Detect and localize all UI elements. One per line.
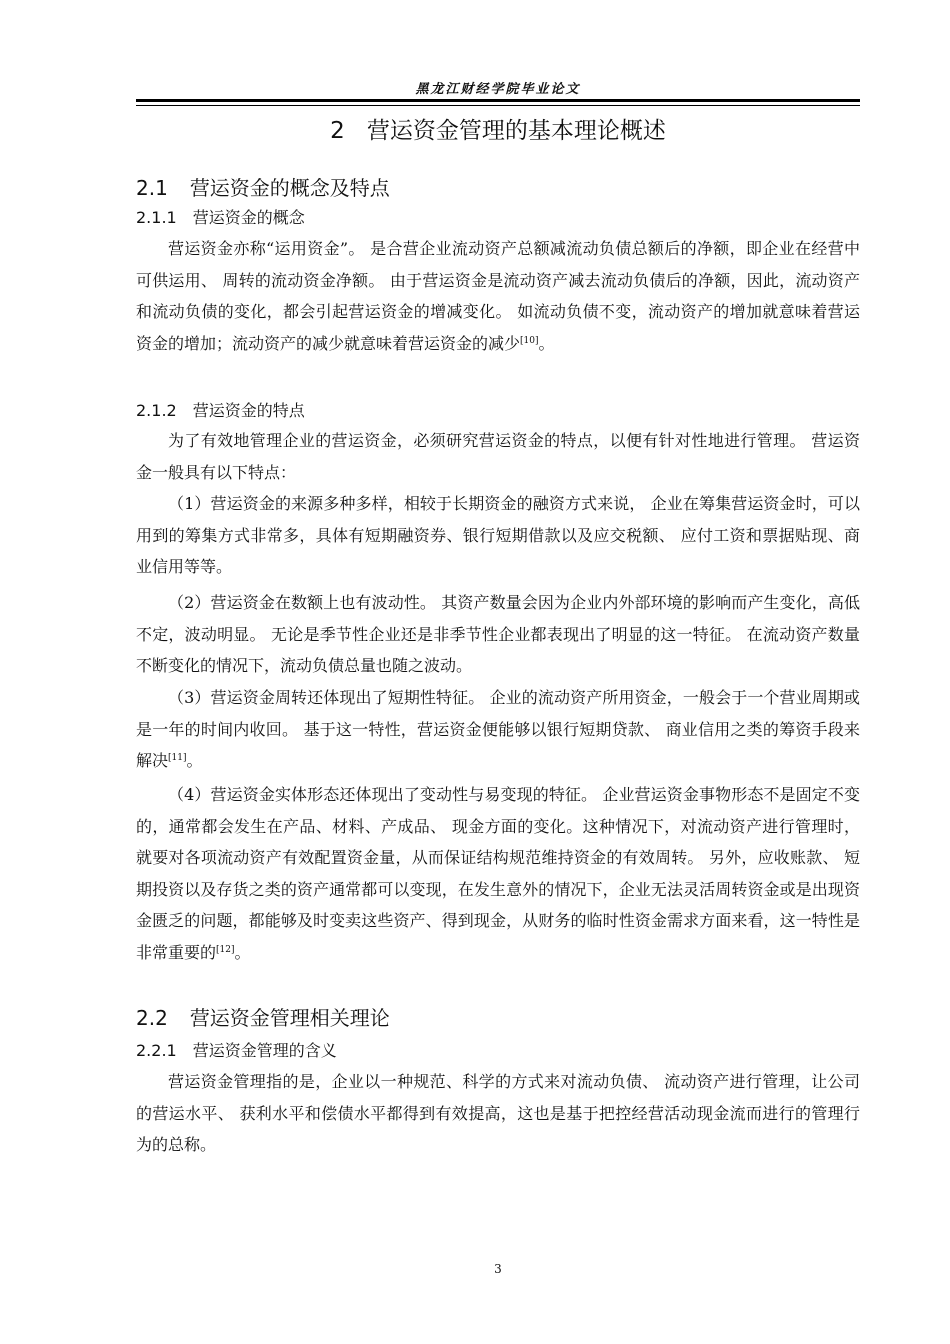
paragraph-text: （1）营运资金的来源多种多样，相较于长期资金的融资方式来说， 企业在筹集营运资金时，可以用到的筹集方式非常多，具体有短期融资券、银行短期借款以及应交税额、 应付工资和票据贴现、商业信用等等。	[136, 494, 860, 576]
paragraph-end: 。	[234, 942, 251, 962]
subsection-number: 2.2.1	[136, 1041, 177, 1060]
subsection-title: 营运资金的概念	[192, 208, 305, 227]
chapter-number: 2	[330, 118, 345, 144]
paragraph-working-capital-concept	[136, 233, 860, 359]
subsection-heading-2-1-2	[136, 400, 305, 422]
section-heading-2-1	[136, 175, 390, 201]
paragraph-feature-4	[136, 779, 860, 968]
paragraph-text: 营运资金亦称“运用资金”。 是合营企业流动资产总额减流动负债总额后的净额，即企业在经营中可供运用、 周转的流动资金净额。 由于营运资金是流动资产减去流动负债后的净额，因此，流动资产和流动负债的变化，都会引起营运资金的增减变化。 如流动负债不变，流动资产的增加就意味着营运资金的增加；流动资产的减少就意味着营运资金的减少	[136, 239, 860, 353]
paragraph-text: 为了有效地管理企业的营运资金，必须研究营运资金的特点，以便有针对性地进行管理。 营运资金一般具有以下特点：	[136, 431, 860, 482]
section-heading-2-2	[136, 1005, 390, 1031]
citation: [10]	[520, 335, 539, 346]
section-title: 营运资金管理相关理论	[189, 1006, 390, 1030]
subsection-number: 2.1.1	[136, 208, 177, 227]
subsection-heading-2-1-1	[136, 207, 305, 229]
running-header: 黑龙江财经学院毕业论文	[415, 82, 581, 97]
citation: [11]	[168, 753, 187, 763]
section-number: 2.2	[136, 1006, 168, 1030]
subsection-title: 营运资金的特点	[192, 401, 305, 420]
paragraph-features-intro	[136, 425, 860, 488]
citation: [12]	[216, 944, 235, 955]
paragraph-feature-1	[136, 488, 860, 583]
paragraph-text: （2）营运资金在数额上也有波动性。 其资产数量会因为企业内外部环境的影响而产生变化，高低不定，波动明显。 无论是季节性企业还是非季节性企业都表现出了明显的这一特征。 在流动资产数量不断变化的情况下，流动负债总量也随之波动。	[136, 593, 860, 675]
page-number: 3	[494, 1262, 502, 1276]
paragraph-end: 。	[538, 333, 555, 353]
paragraph-feature-2	[136, 587, 860, 682]
section-title: 营运资金的概念及特点	[189, 176, 390, 200]
subsection-number: 2.1.2	[136, 401, 177, 420]
paragraph-text: 营运资金管理指的是，企业以一种规范、科学的方式来对流动负债、 流动资产进行管理，让公司的营运水平、 获利水平和偿债水平都得到有效提高，这也是基于把控经营活动现金流而进行的管理行为的总称。	[136, 1072, 860, 1154]
header-rule-thin	[136, 105, 860, 106]
paragraph-text: （3）营运资金周转还体现出了短期性特征。 企业的流动资产所用资金，一般会于一个营业周期或是一年的时间内收回。 基于这一特性，营运资金便能够以银行短期贷款、 商业信用之类的筹资手段来解决	[136, 688, 860, 770]
section-number: 2.1	[136, 176, 168, 200]
paragraph-feature-3	[136, 682, 860, 777]
paragraph-management-meaning	[136, 1066, 860, 1161]
subsection-heading-2-2-1	[136, 1040, 337, 1062]
paragraph-text: （4）营运资金实体形态还体现出了变动性与易变现的特征。 企业营运资金事物形态不是固定不变的，通常都会发生在产品、材料、产成品、 现金方面的变化。这种情况下，对流动资产进行管理时，就要对各项流动资产有效配置资金量，从而保证结构规范维持资金的有效周转。 另外，应收账款、 短期投资以及存货之类的资产通常都可以变现，在发生意外的情况下，企业无法灵活周转资金或是出现资金匮乏的问题，都能够及时变卖这些资产、得到现金，从财务的临时性资金需求方面来看，这一特性是非常重要的	[136, 785, 860, 962]
chapter-title	[136, 116, 860, 146]
subsection-title: 营运资金管理的含义	[192, 1041, 337, 1060]
header-rule-thick	[136, 99, 860, 102]
chapter-title-text: 营运资金管理的基本理论概述	[366, 118, 666, 144]
paragraph-end: 。	[186, 751, 203, 770]
